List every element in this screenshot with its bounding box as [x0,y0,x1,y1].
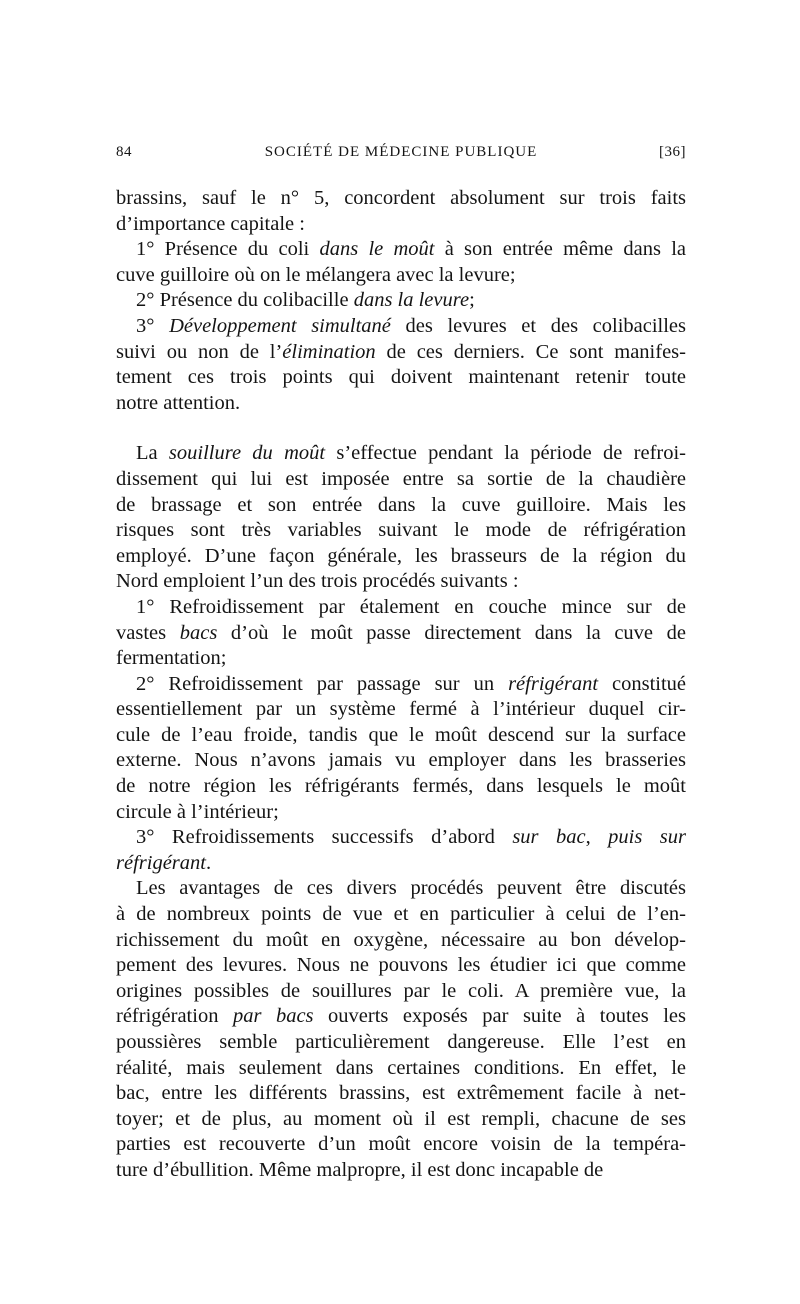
text-line [116,263,686,289]
list-item [116,825,686,876]
text-run: , [585,826,609,849]
text-run: dissement qui lui est imposée entre sa sortie de la chaudière [116,467,686,490]
text-run: de brassage et son entrée dans la cuve guilloire. Mais les [116,493,686,516]
body-text [116,186,686,1184]
text-run: 2° Présence du colibacille [136,289,354,312]
text-line [116,288,686,314]
text-line [116,1132,686,1158]
text-run: ouverts exposés par suite à toutes les [313,1005,686,1028]
book-page [116,144,686,1184]
text-line [116,876,686,902]
text-run: à de nombreux points de vue et en particulier à celui de l’en- [116,903,686,926]
text-run: constitué [598,672,687,695]
text-line [116,800,686,826]
text-line [116,774,686,800]
text-run: origines possibles de souillures par le coli. A première vue, la [116,979,686,1002]
text-run: s’effectue pendant la période de refroi- [325,442,687,465]
text-run: réalité, mais seulement dans certaines conditions. En effet, le [116,1056,686,1079]
text-line [116,928,686,954]
text-run: de ces derniers. Ce sont manifes- [375,340,686,363]
text-run: externe. Nous n’avons jamais vu employer dans les brasseries [116,749,686,772]
text-run: ; [469,289,475,312]
text-line [116,697,686,723]
text-line [116,953,686,979]
text-run: cuve guilloire où on le mélangera avec la levure; [116,263,516,286]
paragraph [116,441,686,595]
text-line [116,340,686,366]
text-run: suivi ou non de l’ [116,340,283,363]
italic-text: sur bac [512,826,586,849]
list-item [116,314,686,416]
list-item [116,237,686,288]
text-line [116,518,686,544]
text-run: richissement du moût en oxygène, nécessaire au bon dévelop- [116,928,686,951]
italic-text: dans le moût [319,238,435,261]
text-line [116,1030,686,1056]
text-line [116,672,686,698]
italic-text: bacs [275,1005,314,1028]
text-run: vastes [116,621,180,644]
italic-text: dans la levure [353,289,470,312]
text-line [116,441,686,467]
text-line [116,1081,686,1107]
text-run: fermentation; [116,647,227,670]
italic-text: élimination [282,340,376,363]
text-run: brassins, sauf le n° 5, concordent absolument sur trois faits [116,187,686,209]
text-line [116,748,686,774]
paragraph [116,186,686,237]
text-line [116,621,686,647]
text-line [116,237,686,263]
text-run: ture d’ébullition. Même malpropre, il est donc incapable de [116,1158,604,1181]
page-number: 84 [116,144,132,160]
text-run: d’importance capitale : [116,212,305,235]
text-run: 1° Refroidissement par étalement en couche mince sur de [136,595,686,618]
italic-text: puis sur [608,826,686,849]
text-line [116,1004,686,1030]
text-line [116,902,686,928]
text-run: bac, entre les différents brassins, est extrêmement facile à net- [116,1082,686,1105]
text-run: de notre région les réfrigérants fermés, dans lesquels le moût [116,775,686,798]
text-line [116,825,686,851]
text-line [116,212,686,238]
text-line [116,314,686,340]
text-run: risques sont très variables suivant le mode de réfrigération [116,519,686,542]
text-line [116,1158,686,1184]
text-run: 1° Présence du coli [136,238,320,261]
text-line [116,493,686,519]
text-run: . [205,851,212,874]
text-line [116,1107,686,1133]
text-run: 2° Refroidissement par passage sur un [136,672,509,695]
text-run: parties est recouverte d’un moût encore voisin de la tempéra- [116,1133,686,1156]
text-line [116,391,686,417]
italic-text: par [232,1005,262,1028]
paragraph [116,876,686,1183]
paragraph-gap [116,416,686,441]
text-run [261,1005,276,1027]
text-line [116,595,686,621]
text-line [116,723,686,749]
text-run: d’où le moût passe directement dans la cuve de [217,621,686,644]
text-run: 3° Refroidissements successifs d’abord [136,826,513,849]
italic-text: bacs [179,621,218,644]
text-line [116,1056,686,1082]
text-run: réfrigération [116,1005,233,1028]
text-line [116,979,686,1005]
list-item [116,672,686,826]
text-run: toyer; et de plus, au moment où il est rempli, chacune de ses [116,1107,686,1130]
text-run: des levures et des colibacilles [390,314,687,337]
text-run: essentiellement par un système fermé à l’intérieur duquel cir- [116,698,686,721]
italic-text: réfrigérant [116,851,206,874]
text-run: cule de l’eau froide, tandis que le moût descend sur la surface [116,723,686,746]
text-line [116,467,686,493]
list-item [116,288,686,314]
text-run: circule à l’intérieur; [116,800,279,823]
text-line [116,186,686,212]
text-line [116,851,686,877]
text-run: Les avantages de ces divers procédés peuvent être discutés [136,877,686,900]
text-run: tement ces trois points qui doivent maintenant retenir toute [116,366,686,389]
text-run: La [136,442,169,465]
text-line [116,544,686,570]
italic-text: Développement simultané [169,314,391,337]
text-run: 3° [136,314,170,337]
text-run: pement des levures. Nous ne pouvons les étudier ici que comme [116,954,686,977]
text-run: employé. D’une façon générale, les brasseurs de la région du [116,544,686,567]
text-line [116,646,686,672]
page-reference: [36] [659,144,686,160]
italic-text: réfrigérant [508,672,599,695]
italic-text: souillure du moût [168,442,326,465]
text-line [116,365,686,391]
running-header [116,144,686,168]
text-run: notre attention. [116,391,241,414]
list-item [116,595,686,672]
running-title: SOCIÉTÉ DE MÉDECINE PUBLIQUE [264,144,538,160]
text-line [116,569,686,595]
text-run: Nord emploient l’un des trois procédés suivants : [116,570,519,593]
text-run: poussières semble particulièrement dangereuse. Elle l’est en [116,1031,686,1053]
text-run: à son entrée même dans la [434,238,686,261]
